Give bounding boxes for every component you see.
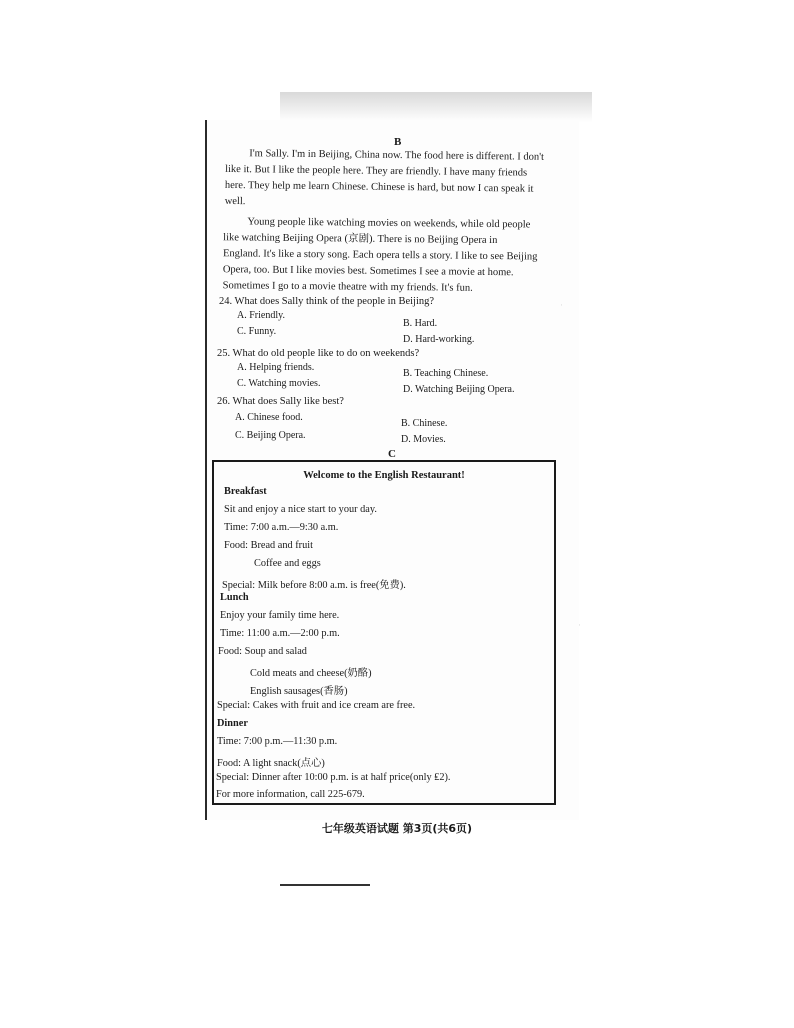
option-24-b: B. Hard.	[403, 318, 438, 329]
scan-edge-mark	[280, 884, 370, 886]
meal-heading-dinner: Dinner	[217, 718, 248, 729]
option-26-c: C. Beijing Opera.	[235, 430, 306, 441]
notice-line: Food: Soup and salad	[218, 646, 307, 657]
notice-line: Cold meats and cheese(奶酪)	[250, 668, 372, 679]
option-25-d: D. Watching Beijing Opera.	[403, 384, 515, 395]
notice-line: Time: 11:00 a.m.—2:00 p.m.	[220, 628, 340, 639]
option-26-a: A. Chinese food.	[235, 412, 303, 423]
option-25-a: A. Helping friends.	[237, 362, 315, 373]
notice-line: Food: Bread and fruit	[224, 540, 313, 551]
passage-line: Young people like watching movies on weekends, while old people	[247, 216, 531, 231]
passage-line: well.	[224, 195, 246, 208]
restaurant-notice	[212, 460, 556, 805]
passage-line: here. They help me learn Chinese. Chinese is hard, but now I can speak it	[224, 179, 534, 195]
passage-line: England. It's like a story song. Each opera tells a story. I like to see Beijing	[222, 248, 538, 263]
section-c-heading: C	[388, 448, 396, 460]
passage-line: Sometimes I go to a movie theatre with my friends. It's fun.	[222, 280, 473, 294]
meal-heading-breakfast: Breakfast	[224, 486, 267, 497]
section-b-heading: B	[394, 136, 402, 148]
option-25-c: C. Watching movies.	[237, 378, 321, 389]
question-25: 25. What do old people like to do on weekends?	[217, 348, 420, 359]
notice-line: English sausages(香肠)	[250, 686, 348, 697]
option-24-a: A. Friendly.	[237, 310, 285, 321]
option-24-d: D. Hard-working.	[403, 334, 475, 345]
notice-line: Time: 7:00 p.m.—11:30 p.m.	[217, 736, 338, 747]
page-footer: 七年级英语试题 第3页(共6页)	[321, 822, 473, 835]
meal-heading-lunch: Lunch	[220, 592, 249, 603]
question-26: 26. What does Sally like best?	[217, 396, 344, 407]
option-24-c: C. Funny.	[237, 326, 277, 337]
option-25-b: B. Teaching Chinese.	[403, 368, 489, 379]
notice-line: Food: A light snack(点心)	[217, 758, 325, 769]
scan-shadow	[280, 92, 592, 122]
bleed-through-mark: ·	[560, 300, 563, 310]
notice-line: Special: Milk before 8:00 a.m. is free(免费).	[222, 580, 406, 591]
passage-line: like watching Beijing Opera (京剧). There is no Beijing Opera in	[223, 232, 498, 247]
notice-line: For more information, call 225-679.	[216, 789, 365, 800]
notice-line: Time: 7:00 a.m.—9:30 a.m.	[224, 522, 339, 533]
notice-title: Welcome to the English Restaurant!	[303, 470, 465, 481]
passage-b-paragraph-2	[223, 214, 568, 298]
passage-line: like it. But I like the people here. They are friendly. I have many friends	[225, 163, 528, 179]
notice-line: Coffee and eggs	[254, 558, 321, 569]
question-24: 24. What does Sally think of the people in Beijing?	[219, 296, 435, 307]
passage-b-paragraph-1	[225, 146, 568, 214]
notice-line: Enjoy your family time here.	[220, 610, 340, 621]
notice-line: Special: Dinner after 10:00 p.m. is at half price(only ₤2).	[216, 772, 451, 783]
passage-line: Opera, too. But I like movies best. Sometimes I see a movie at home.	[222, 264, 514, 279]
bleed-through-mark: ·	[578, 620, 581, 630]
passage-line: I'm Sally. I'm in Beijing, China now. The food here is different. I don't	[249, 148, 545, 163]
notice-line: Special: Cakes with fruit and ice cream are free.	[217, 700, 416, 711]
option-26-b: B. Chinese.	[401, 418, 448, 429]
option-26-d: D. Movies.	[401, 434, 446, 445]
notice-line: Sit and enjoy a nice start to your day.	[224, 504, 377, 515]
